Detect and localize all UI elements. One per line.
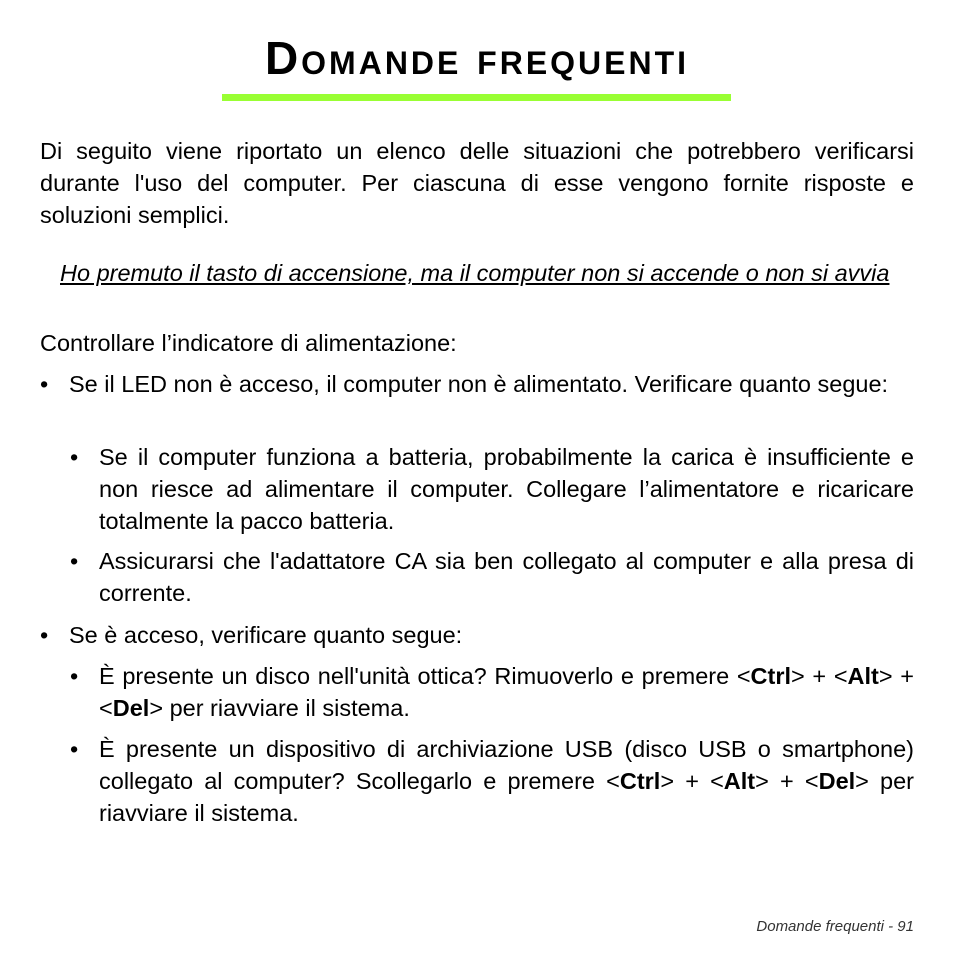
list-item-usb-device — [70, 733, 914, 829]
faq-question-heading: Ho premuto il tasto di accensione, ma il computer non si accende o non si avvia — [60, 260, 890, 286]
title-underline-rule — [222, 94, 731, 101]
text-span: > per riavviare il sistema. — [149, 695, 410, 721]
text-span: > + < — [99, 663, 914, 721]
bullet: • — [40, 371, 49, 397]
ctrl-key-label: Ctrl — [750, 663, 792, 689]
intro-paragraph: Di seguito viene riportato un elenco delle situazioni che potrebbero verificarsi durante l'uso del computer. Per ciascuna di esse vengono fornite risposte e soluzioni semplici. — [40, 138, 914, 228]
del-key-label: Del — [112, 695, 150, 721]
list-item-text: Se il computer funziona a batteria, probabilmente la carica è insufficiente e non riesce ad alimentare il computer. Collegare l’alimentatore e ricaricare totalmente la pacco batteria. — [99, 444, 914, 534]
list-item-battery — [70, 441, 914, 537]
text-span: > + < — [755, 768, 819, 794]
ctrl-key-label: Ctrl — [619, 768, 661, 794]
text-span: > + < — [791, 663, 848, 689]
bullet: • — [70, 736, 79, 762]
text-span: > per riavviare il sistema. — [99, 768, 915, 826]
page-title: Domande frequenti — [264, 32, 690, 84]
page-footer: Domande frequenti - 91 — [756, 918, 914, 935]
check-power-indicator-text: Controllare l’indicatore di alimentazione: — [40, 330, 457, 356]
bullet: • — [70, 663, 79, 689]
alt-key-label: Alt — [723, 768, 756, 794]
list-item-text: Assicurarsi che l'adattatore CA sia ben collegato al computer e alla presa di corrente. — [99, 548, 914, 606]
list-item-text: Se è acceso, verificare quanto segue: — [69, 622, 463, 648]
list-item-optical-disc — [70, 660, 914, 724]
list-item-led-off — [40, 368, 914, 400]
bullet: • — [70, 444, 79, 470]
list-item-text: Se il LED non è acceso, il computer non è alimentato. Verificare quanto segue: — [69, 371, 889, 397]
text-span: > + < — [660, 768, 724, 794]
list-item-text — [99, 660, 914, 724]
bullet: • — [70, 548, 79, 574]
bullet: • — [40, 622, 49, 648]
del-key-label: Del — [818, 768, 856, 794]
text-span: È presente un disco nell'unità ottica? Rimuoverlo e premere < — [99, 663, 751, 689]
text-span: È presente un dispositivo di archiviazione USB (disco USB o smartphone) collegato al computer? Scollegarlo e premere < — [99, 736, 914, 794]
list-item-led-on — [40, 619, 914, 651]
list-item-text — [99, 733, 914, 829]
list-item-adapter — [70, 545, 914, 609]
alt-key-label: Alt — [847, 663, 879, 689]
